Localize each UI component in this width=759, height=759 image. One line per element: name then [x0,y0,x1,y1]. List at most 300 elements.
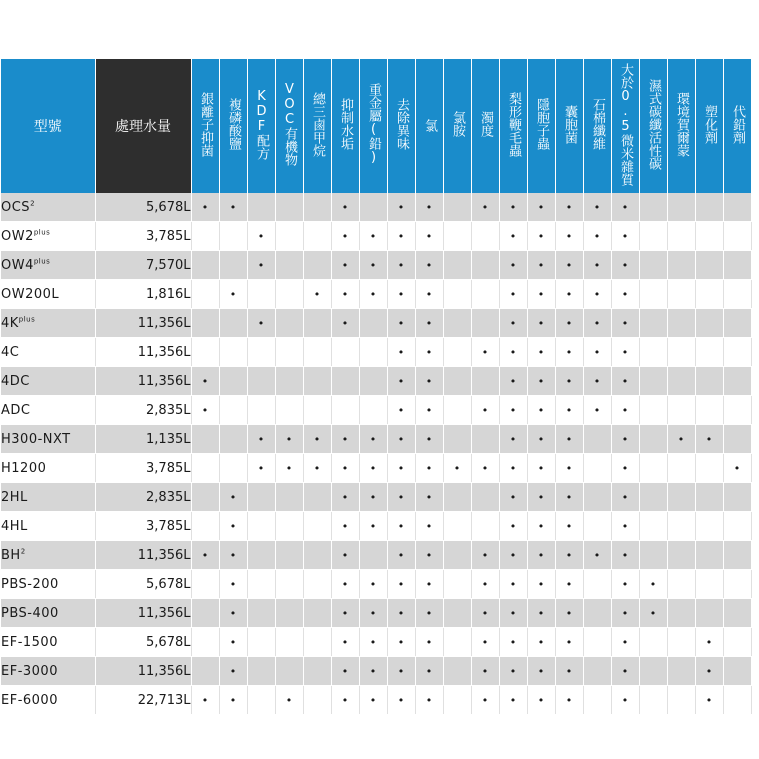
feature-cell [527,280,555,309]
feature-cell [191,657,219,686]
feature-cell [723,425,751,454]
feature-dot-icon: • [425,607,433,620]
model-name [1,338,95,367]
feature-cell [219,251,247,280]
table-row [1,686,751,715]
feature-dot-icon: • [369,491,377,504]
feature-cell [695,309,723,338]
feature-cell [275,396,303,425]
header-feature-label: VOC有機物 [282,82,297,166]
model-superscript: 2 [20,547,26,556]
model-label: H300-NXT [1,431,71,447]
header-feature-label: 氯胺 [450,111,465,137]
feature-cell [667,396,695,425]
feature-dot-icon: • [649,578,657,591]
capacity-value: 1,816L [95,280,191,309]
model-label: ADC [1,402,31,418]
feature-cell [275,570,303,599]
feature-cell [695,251,723,280]
feature-cell [583,483,611,512]
feature-dot-icon: • [425,578,433,591]
feature-cell [387,541,415,570]
filter-comparison-table [1,59,752,715]
feature-cell [275,686,303,715]
feature-cell [555,193,583,222]
feature-cell [639,541,667,570]
feature-cell [667,657,695,686]
feature-dot-icon: • [229,578,237,591]
feature-dot-icon: • [201,549,209,562]
feature-dot-icon: • [565,665,573,678]
feature-cell [695,396,723,425]
model-label: EF-3000 [1,663,58,679]
feature-dot-icon: • [229,201,237,214]
feature-cell [611,512,639,541]
feature-dot-icon: • [621,636,629,649]
feature-cell [583,541,611,570]
feature-cell [723,657,751,686]
feature-dot-icon: • [621,462,629,475]
feature-dot-icon: • [341,201,349,214]
feature-dot-icon: • [537,317,545,330]
feature-cell [499,396,527,425]
feature-cell [191,541,219,570]
feature-cell [387,454,415,483]
feature-cell [611,570,639,599]
feature-dot-icon: • [341,259,349,272]
feature-cell [415,657,443,686]
capacity-value: 11,356L [95,599,191,628]
feature-dot-icon: • [425,230,433,243]
model-label: PBS-400 [1,605,59,621]
feature-cell [471,193,499,222]
feature-dot-icon: • [593,230,601,243]
header-feature-label: 環境賀爾蒙 [674,91,689,157]
feature-dot-icon: • [565,549,573,562]
feature-cell [723,541,751,570]
feature-cell [555,512,583,541]
header-feature [331,59,359,193]
feature-dot-icon: • [509,578,517,591]
feature-cell [247,193,275,222]
feature-cell [471,512,499,541]
capacity-value: 3,785L [95,512,191,541]
capacity-value: 11,356L [95,309,191,338]
capacity-value: 5,678L [95,193,191,222]
feature-dot-icon: • [509,462,517,475]
feature-cell [331,686,359,715]
table-row [1,483,751,512]
table-row [1,280,751,309]
feature-cell [247,367,275,396]
feature-cell [555,280,583,309]
header-feature-label: 去除異味 [394,98,409,150]
model-label: 4C [1,344,20,360]
feature-cell [499,657,527,686]
feature-cell [303,628,331,657]
feature-cell [443,541,471,570]
feature-cell [303,309,331,338]
table-row [1,512,751,541]
feature-cell [611,541,639,570]
feature-dot-icon: • [537,520,545,533]
feature-dot-icon: • [201,201,209,214]
feature-cell [583,309,611,338]
feature-cell [331,222,359,251]
feature-cell [471,425,499,454]
feature-dot-icon: • [537,636,545,649]
feature-cell [331,570,359,599]
feature-dot-icon: • [509,433,517,446]
feature-cell [499,541,527,570]
feature-dot-icon: • [369,636,377,649]
feature-cell [555,483,583,512]
feature-cell [387,367,415,396]
feature-cell [499,367,527,396]
feature-dot-icon: • [593,288,601,301]
feature-dot-icon: • [621,578,629,591]
feature-cell [471,686,499,715]
feature-cell [611,338,639,367]
feature-cell [191,222,219,251]
feature-cell [695,628,723,657]
feature-cell [415,193,443,222]
header-feature-label: 濕式碳纖活性碳 [646,78,661,170]
feature-cell [527,251,555,280]
model-label: EF-6000 [1,692,58,708]
feature-dot-icon: • [425,433,433,446]
feature-dot-icon: • [593,201,601,214]
feature-dot-icon: • [201,404,209,417]
feature-cell [583,425,611,454]
capacity-value: 5,678L [95,628,191,657]
feature-cell [443,628,471,657]
model-superscript: 2 [30,199,36,208]
feature-dot-icon: • [425,491,433,504]
feature-cell [583,251,611,280]
feature-dot-icon: • [397,230,405,243]
feature-cell [723,454,751,483]
feature-cell [555,367,583,396]
table-row [1,193,751,222]
feature-cell [415,570,443,599]
model-label: H1200 [1,460,47,476]
feature-cell [275,338,303,367]
feature-dot-icon: • [481,462,489,475]
feature-cell [247,280,275,309]
feature-cell [275,454,303,483]
capacity-value: 22,713L [95,686,191,715]
feature-dot-icon: • [565,375,573,388]
header-feature [247,59,275,193]
feature-cell [247,541,275,570]
feature-dot-icon: • [425,549,433,562]
feature-cell [443,657,471,686]
header-feature [219,59,247,193]
feature-dot-icon: • [621,491,629,504]
feature-dot-icon: • [509,230,517,243]
feature-cell [611,222,639,251]
feature-dot-icon: • [537,694,545,707]
table-row [1,309,751,338]
feature-dot-icon: • [509,636,517,649]
header-model: 型號 [1,59,95,193]
feature-cell [275,193,303,222]
feature-dot-icon: • [509,491,517,504]
feature-cell [639,570,667,599]
feature-cell [331,541,359,570]
feature-cell [555,599,583,628]
feature-dot-icon: • [593,346,601,359]
feature-dot-icon: • [481,665,489,678]
feature-cell [667,541,695,570]
feature-cell [387,512,415,541]
feature-dot-icon: • [229,607,237,620]
feature-dot-icon: • [565,578,573,591]
header-feature [499,59,527,193]
feature-cell [247,483,275,512]
header-feature [555,59,583,193]
header-feature-label: 總三鹵甲烷 [310,91,325,157]
feature-cell [471,657,499,686]
feature-cell [583,512,611,541]
feature-cell [527,222,555,251]
feature-cell [387,193,415,222]
feature-cell [415,686,443,715]
feature-cell [695,483,723,512]
model-label: OCS [1,199,31,215]
feature-cell [219,222,247,251]
feature-dot-icon: • [509,694,517,707]
feature-cell [639,222,667,251]
feature-dot-icon: • [425,317,433,330]
feature-dot-icon: • [621,549,629,562]
feature-cell [527,454,555,483]
header-feature [611,59,639,193]
feature-dot-icon: • [425,346,433,359]
feature-dot-icon: • [705,636,713,649]
feature-cell [583,599,611,628]
model-name [1,599,95,628]
feature-cell [527,367,555,396]
feature-dot-icon: • [481,694,489,707]
feature-cell [443,193,471,222]
feature-cell [499,686,527,715]
feature-cell [499,454,527,483]
feature-cell [499,193,527,222]
feature-dot-icon: • [397,636,405,649]
model-name [1,367,95,396]
feature-cell [723,338,751,367]
feature-dot-icon: • [397,549,405,562]
feature-dot-icon: • [565,462,573,475]
feature-cell [639,396,667,425]
feature-cell [219,628,247,657]
feature-cell [667,338,695,367]
feature-cell [415,280,443,309]
model-superscript: plus [18,315,36,324]
feature-cell [219,599,247,628]
capacity-value: 11,356L [95,367,191,396]
feature-cell [303,686,331,715]
feature-cell [639,686,667,715]
model-name [1,251,95,280]
model-label: 4HL [1,518,28,534]
header-feature [359,59,387,193]
model-name [1,454,95,483]
feature-cell [219,454,247,483]
capacity-value: 1,135L [95,425,191,454]
feature-cell [499,280,527,309]
feature-cell [387,570,415,599]
feature-dot-icon: • [341,433,349,446]
header-feature [639,59,667,193]
feature-cell [555,396,583,425]
feature-cell [667,599,695,628]
feature-cell [667,628,695,657]
table-row [1,599,751,628]
feature-cell [415,512,443,541]
feature-cell [723,309,751,338]
feature-cell [303,396,331,425]
feature-cell [639,309,667,338]
feature-cell [667,280,695,309]
feature-dot-icon: • [397,520,405,533]
feature-cell [415,483,443,512]
feature-cell [247,454,275,483]
feature-cell [695,570,723,599]
feature-cell [527,599,555,628]
feature-cell [275,483,303,512]
feature-cell [639,628,667,657]
feature-cell [415,338,443,367]
feature-cell [387,483,415,512]
feature-dot-icon: • [425,520,433,533]
feature-cell [723,251,751,280]
feature-cell [443,396,471,425]
feature-cell [583,280,611,309]
feature-cell [387,425,415,454]
feature-dot-icon: • [565,520,573,533]
feature-dot-icon: • [649,607,657,620]
capacity-value: 7,570L [95,251,191,280]
feature-cell [387,599,415,628]
feature-cell [583,570,611,599]
feature-dot-icon: • [537,549,545,562]
feature-cell [303,193,331,222]
feature-dot-icon: • [369,665,377,678]
feature-cell [471,541,499,570]
feature-cell [331,338,359,367]
feature-cell [611,686,639,715]
feature-dot-icon: • [565,607,573,620]
feature-cell [611,280,639,309]
feature-cell [499,483,527,512]
feature-dot-icon: • [621,607,629,620]
feature-cell [191,338,219,367]
feature-dot-icon: • [397,578,405,591]
feature-dot-icon: • [397,346,405,359]
feature-cell [471,309,499,338]
feature-cell [387,338,415,367]
feature-cell [219,367,247,396]
feature-cell [387,309,415,338]
feature-dot-icon: • [621,694,629,707]
feature-dot-icon: • [677,433,685,446]
feature-cell [387,686,415,715]
feature-cell [219,338,247,367]
feature-cell [219,396,247,425]
feature-cell [415,599,443,628]
feature-cell [583,222,611,251]
table-row [1,396,751,425]
feature-cell [695,599,723,628]
feature-dot-icon: • [229,694,237,707]
feature-cell [639,251,667,280]
feature-dot-icon: • [397,404,405,417]
header-feature-label: 銀離子抑菌 [198,91,213,157]
feature-cell [555,309,583,338]
feature-dot-icon: • [341,520,349,533]
feature-cell [219,425,247,454]
feature-cell [387,251,415,280]
header-feature-label: KDF配方 [254,88,269,160]
feature-cell [695,193,723,222]
capacity-value: 2,835L [95,483,191,512]
feature-cell [723,628,751,657]
feature-cell [275,512,303,541]
feature-dot-icon: • [397,462,405,475]
feature-dot-icon: • [425,694,433,707]
feature-cell [471,628,499,657]
feature-cell [191,396,219,425]
header-feature [443,59,471,193]
feature-cell [499,222,527,251]
feature-cell [247,628,275,657]
feature-dot-icon: • [509,201,517,214]
header-feature-label: 重金屬(鉛) [366,83,381,165]
feature-cell [359,454,387,483]
feature-dot-icon: • [621,520,629,533]
feature-cell [583,367,611,396]
feature-dot-icon: • [565,288,573,301]
header-feature [471,59,499,193]
feature-cell [387,222,415,251]
feature-cell [303,425,331,454]
feature-cell [219,570,247,599]
feature-cell [667,309,695,338]
feature-cell [471,367,499,396]
feature-cell [471,454,499,483]
feature-cell [639,280,667,309]
feature-cell [667,367,695,396]
feature-dot-icon: • [425,201,433,214]
feature-cell [415,425,443,454]
feature-cell [219,280,247,309]
feature-cell [443,570,471,599]
feature-cell [695,367,723,396]
model-label: OW200L [1,286,60,302]
feature-dot-icon: • [621,288,629,301]
feature-cell [275,309,303,338]
feature-cell [555,541,583,570]
feature-dot-icon: • [369,520,377,533]
feature-cell [219,686,247,715]
feature-cell [359,280,387,309]
header-feature [415,59,443,193]
feature-cell [191,628,219,657]
feature-dot-icon: • [257,230,265,243]
